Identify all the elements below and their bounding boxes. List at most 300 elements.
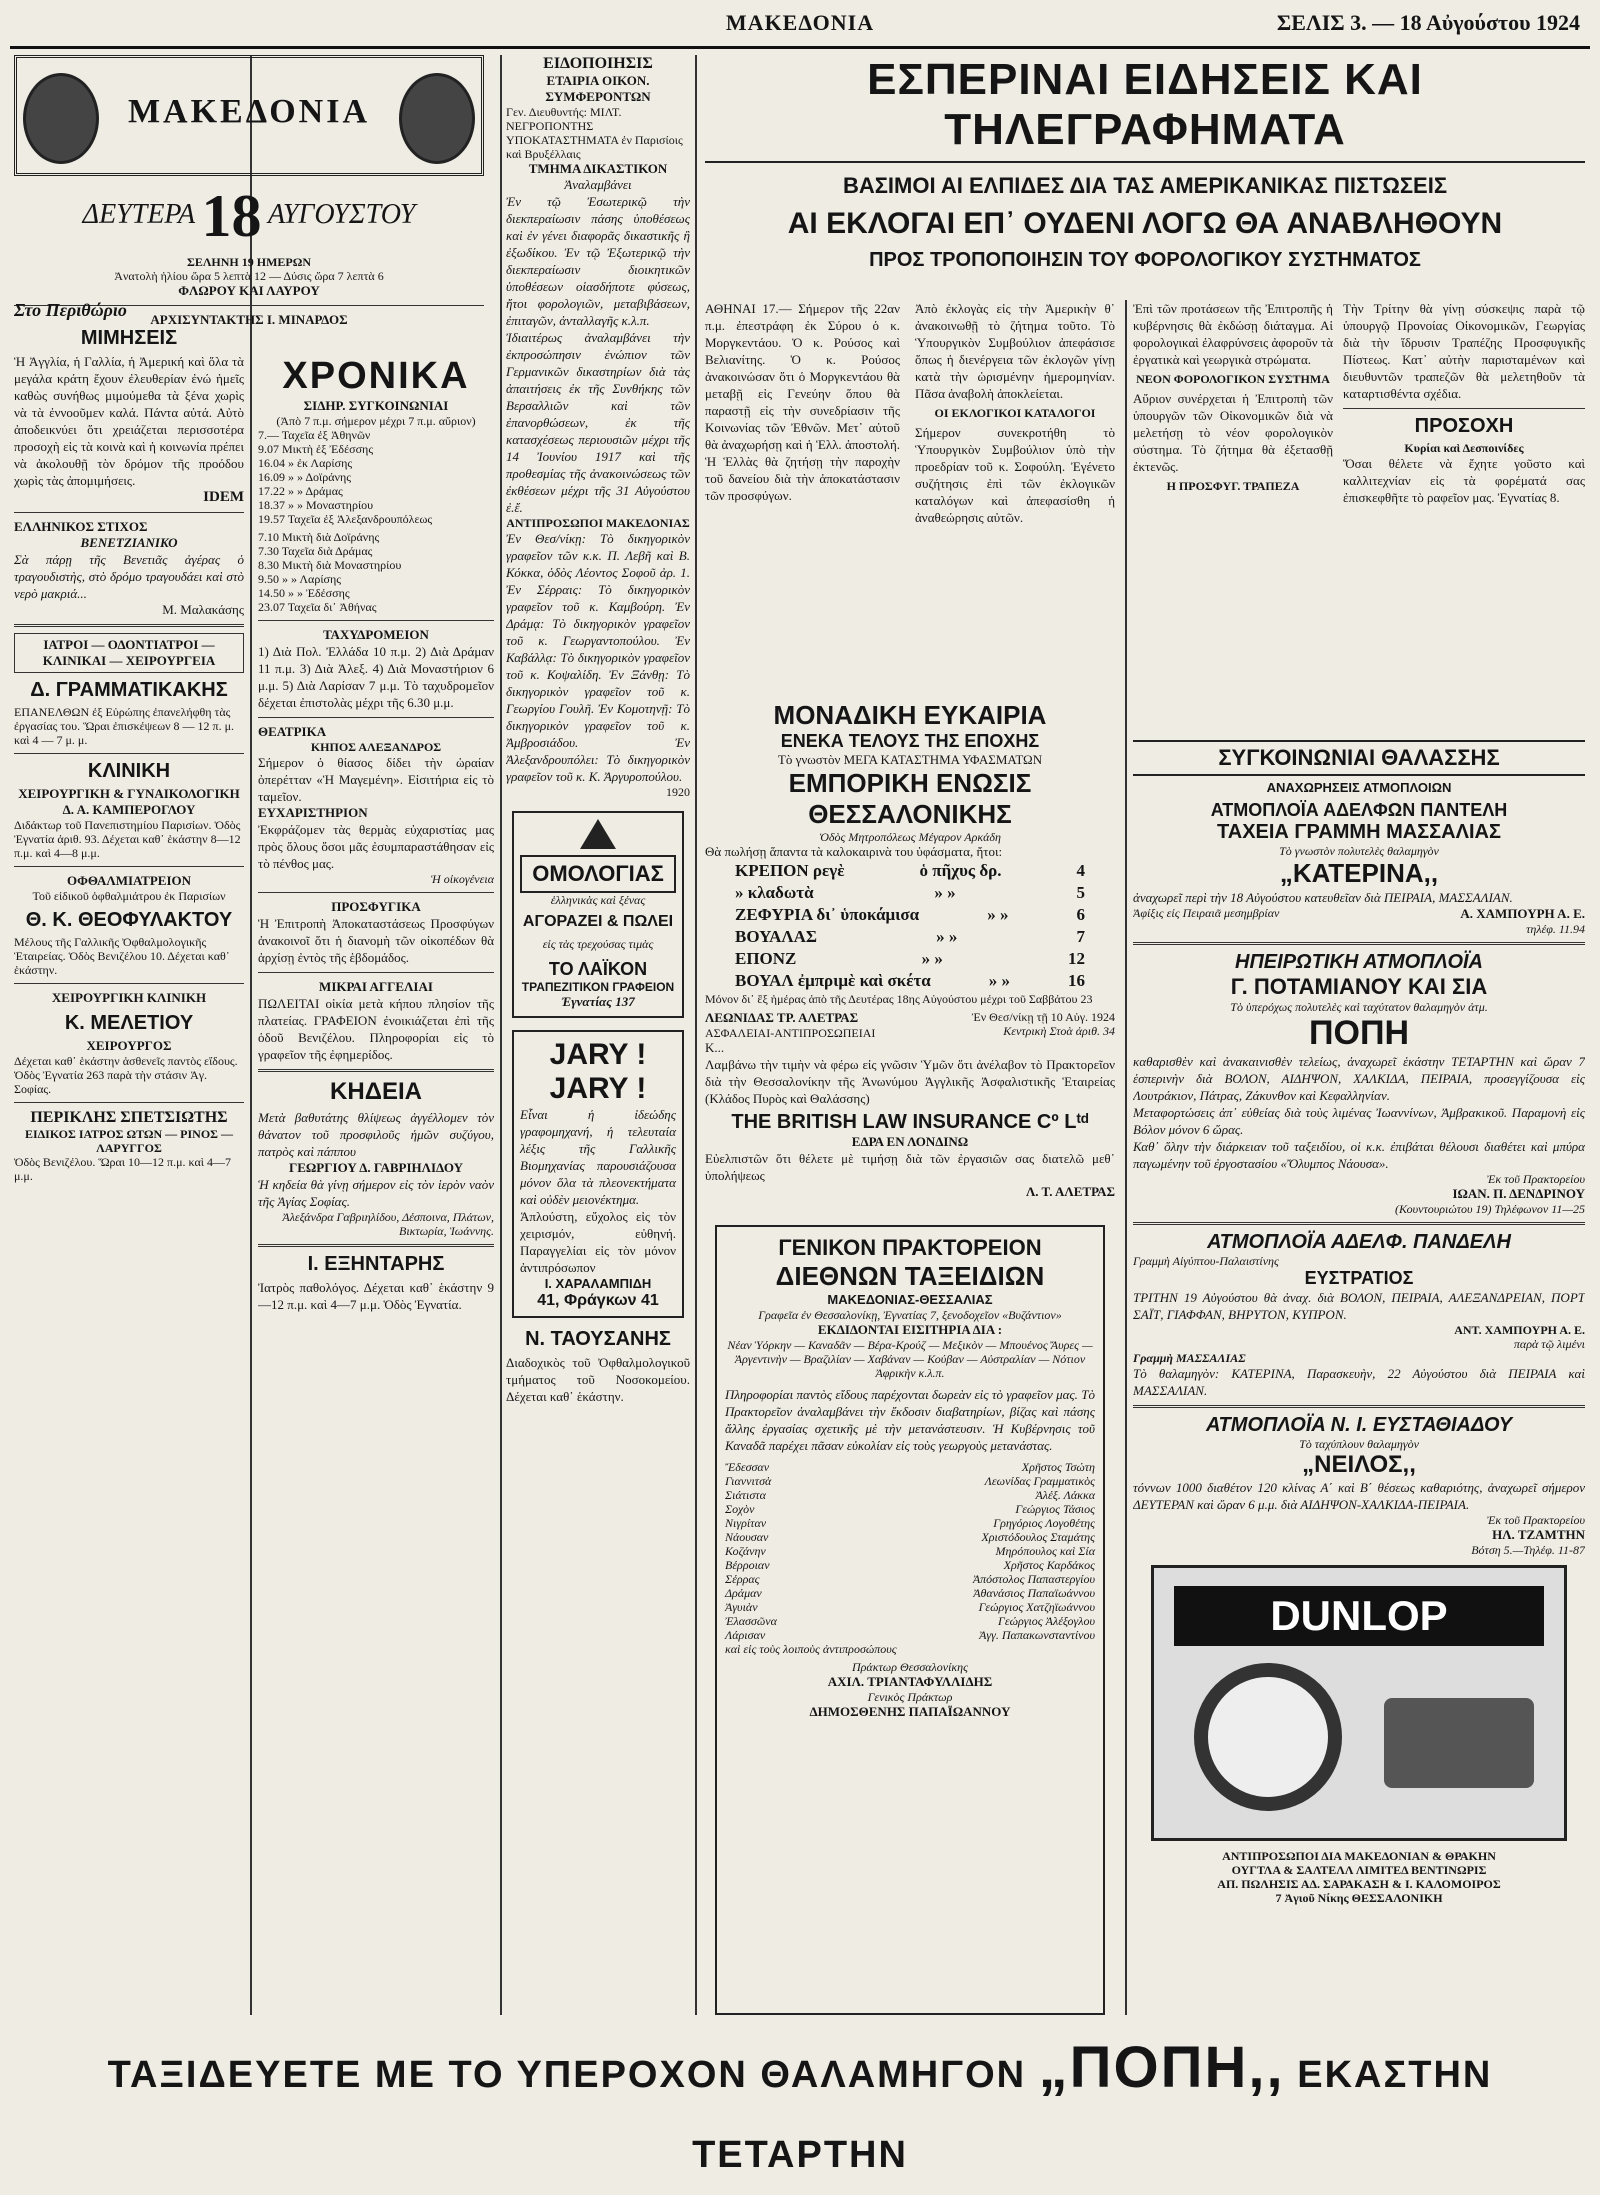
fabric-row xyxy=(735,860,1085,882)
thanks-text: Ἐκφράζομεν τὰς θερμὰς εὐχαριστίας μας πρὸς ὅλους ὅσοι μᾶς ἐσυμπαραστάθησαν εἰς τὸ πένθος μας. xyxy=(258,822,494,871)
train-row: 7.10 Μικτὴ διὰ Δοϊράνης xyxy=(258,530,380,544)
divider xyxy=(258,1069,494,1072)
train-row: 23.07 Ταχεῖα δι᾿ Ἀθήνας xyxy=(258,600,377,614)
divider xyxy=(14,983,244,984)
moon-phase: ΣΕΛΗΝΗ 19 ΗΜΕΡΩΝ xyxy=(186,255,312,269)
fabric-unit: ὁ πῆχυς δρ. xyxy=(919,861,1002,880)
travel-agency-ad xyxy=(715,1225,1105,2015)
insurer-greeting: Κ... xyxy=(705,1040,725,1055)
fabric-name: ΖΕΦΥΡΙΑ δι᾿ ὑποκάμισα xyxy=(735,905,920,924)
attention-subtitle: Κυρίαι καὶ Δεσποινίδες xyxy=(1404,441,1524,455)
rail-note: (Ἀπὸ 7 π.μ. σήμερον μέχρι 7 π.μ. αὔριον) xyxy=(276,414,476,428)
line1-agent-row xyxy=(1133,906,1585,922)
news-headline-2: ΑΙ ΕΚΛΟΓΑΙ ΕΠ᾿ ΟΥΔΕΝΙ ΛΟΓΩ ΘΑ ΑΝΑΒΛΗΘΟΥΝ xyxy=(787,207,1503,240)
divider xyxy=(258,717,494,718)
fabric-unit: » » xyxy=(934,883,956,902)
jary-agent: Ι. ΧΑΡΑΛΑΜΠΙΔΗ xyxy=(544,1276,652,1291)
travel-agent-row xyxy=(725,1628,1095,1642)
date-number: 18 xyxy=(201,183,262,249)
line4-company: ΑΤΜΟΠΛΟΪΑ Ν. Ι. ΕΥΣΤΑΘΙΑΔΟΥ xyxy=(1205,1414,1513,1436)
travel-agent: ΑΧΙΛ. ΤΡΙΑΝΤΑΦΥΛΛΙΔΗΣ xyxy=(827,1674,993,1689)
news-col-b xyxy=(915,300,1115,526)
funeral-title: ΚΗΔΕΙΑ xyxy=(330,1078,422,1105)
agent-city: Σέρρας xyxy=(725,1572,760,1586)
insurer-company: THE BRITISH LAW INSURANCE Cº Lᵗᵈ xyxy=(731,1111,1089,1133)
bottom-banner-post: ΕΚΑΣΤΗΝ ΤΕΤΑΡΤΗΝ xyxy=(692,2054,1493,2176)
news-headline-3: ΠΡΟΣ ΤΡΟΠΟΠΟΙΗΣΙΝ ΤΟΥ ΦΟΡΟΛΟΓΙΚΟΥ ΣΥΣΤΗΜΑΤΟΣ xyxy=(869,249,1421,271)
line4-agent: ΗΛ. ΤΖΑΜΤΗΝ xyxy=(1492,1527,1585,1542)
car-icon xyxy=(1384,1698,1534,1788)
fabric-unit: » » xyxy=(987,905,1009,924)
news-banner: ΕΣΠΕΡΙΝΑΙ ΕΙΔΗΣΕΙΣ ΚΑΙ ΤΗΛΕΓΡΑΦΗΜΑΤΑ xyxy=(705,55,1585,163)
train-row: 9.50 » » Λαρίσης xyxy=(258,572,342,586)
column-1-body xyxy=(14,300,244,2015)
divider xyxy=(1133,1405,1585,1408)
train-row: 7.30 Ταχεῖα διὰ Δράμας xyxy=(258,544,373,558)
agent-city: Σοχὸν xyxy=(725,1502,755,1516)
line1-company: ΑΤΜΟΠΛΟΪΑ ΑΔΕΛΦΩΝ ΠΑΝΤΕΛΗ xyxy=(1210,800,1508,820)
fabric-price: 7 xyxy=(1076,927,1085,946)
travel-agent-row xyxy=(725,1586,1095,1600)
train-row: 8.30 Μικτὴ διὰ Μοναστηρίου xyxy=(258,558,402,572)
insurer-signature: Λ. Τ. ΑΛΕΤΡΑΣ xyxy=(1025,1184,1115,1199)
line4-agent-title: Ἐκ τοῦ Πρακτορείου xyxy=(1486,1513,1585,1527)
line4-intro: Τὸ ταχύπλουν θαλαμηγὸν xyxy=(1299,1437,1419,1451)
train-departures xyxy=(258,530,494,614)
divider xyxy=(14,512,244,513)
store-time: Μόνον δι᾿ ἓξ ἡμέρας ἀπὸ τῆς Δευτέρας 18ης Αὐγούστου μέχρι τοῦ Σαββάτου 23 xyxy=(705,992,1093,1005)
insurance-company-block xyxy=(705,1010,875,1040)
line3-route-2: Γραμμὴ ΜΑΣΣΑΛΙΑΣ xyxy=(1133,1351,1246,1365)
fabric-price: 16 xyxy=(1068,971,1085,990)
coin-emblem-icon xyxy=(399,73,475,164)
line2-ship: ΠΟΠΗ xyxy=(1308,1014,1410,1052)
travel-subtitle: ΔΙΕΘΝΩΝ ΤΑΞΕΙΔΙΩΝ xyxy=(775,1261,1045,1291)
bonds-title: ΟΜΟΛΟΓΙΑΣ xyxy=(520,855,676,893)
notice-title: ΕΙΔΟΠΟΙΗΣΙΣ xyxy=(543,55,653,72)
fabric-row xyxy=(735,970,1085,992)
news-col-c xyxy=(1133,300,1333,740)
surgeon-text: Δέχεται καθ᾿ ἑκάστην ἀσθενεῖς παντὸς εἴδους. Ὁδὸς Ἐγνατία 263 παρὰ τὴν στάσιν Ἁγ. Σοφίας. xyxy=(14,1054,238,1096)
divider xyxy=(1343,408,1585,409)
agent-city: Γιαννιτσὰ xyxy=(725,1474,772,1488)
bonds-bank: ΤΟ ΛΑΪΚΟΝ xyxy=(548,959,648,979)
theatre-subtitle: ΚΗΠΟΣ ΑΛΕΞΑΝΔΡΟΣ xyxy=(310,740,442,754)
bonds-ad xyxy=(512,811,684,1018)
news-text-2: Ἀπὸ ἐκλογὰς εἰς τὴν Ἀμερικὴν θ᾿ ἀνακοινωθῇ τὸ ζήτημα τοῦτο. Τὸ Ὑπουργικὸν Συμβούλιον ἀπεφάσισε ὅπως ἡ διενέργεια τῶν ἐκλογῶν γίνῃ κατὰ τὴν ὡρισμένην ἡμερομηνίαν. Πᾶσα ἀναβολὴ ἀποκλείεται. xyxy=(915,301,1115,401)
fabric-unit: » » xyxy=(936,927,958,946)
agent-name: Γεώργιος Χατζηϊωάννου xyxy=(978,1600,1095,1614)
insurer-date: Ἐν Θεσ/νίκῃ τῇ 10 Αὐγ. 1924 xyxy=(971,1010,1115,1024)
agent-city: Βέρροιαν xyxy=(725,1558,770,1572)
line2-text-2: Μεταφορτώσεις ἀπ᾿ εὐθείας διὰ τοὺς λιμένας Ἰωαννίνων, Ἀμβρακικοῦ. Παραμονὴ εἰς Βόλον μόνον 6 ὥρας. xyxy=(1133,1105,1585,1137)
dunlop-address: 7 Ἀγιοῦ Νίκης ΘΕΣΣΑΛΟΝΙΚΗ xyxy=(1275,1891,1443,1905)
train-row: 7.— Ταχεῖα ἐξ Ἀθηνῶν xyxy=(258,428,371,442)
line2-company: ΗΠΕΙΡΩΤΙΚΗ ΑΤΜΟΠΛΟΪΑ xyxy=(1235,951,1483,973)
jary-title-2: JARY ! xyxy=(549,1072,647,1105)
line2-name: Γ. ΠΟΤΑΜΙΑΝΟΥ ΚΑΙ ΣΙΑ xyxy=(1230,974,1488,999)
line2-text-3: Καθ᾿ ὅλην τὴν διάρκειαν τοῦ ταξειδίου, οἱ κ.κ. ἐπιβάται θέλουσι διαθέτει καὶ μπύρα παγωμένην τοῦ ἐργοστασίου «Ὄλυμπος Νάουσα». xyxy=(1133,1139,1585,1171)
article-signature: IDEM xyxy=(203,489,244,505)
ad-name: Ι. ΕΞΗΝΤΑΡΗΣ xyxy=(307,1253,445,1275)
bonds-subtitle: ἑλληνικὰς καὶ ξένας xyxy=(550,893,646,907)
store-address: Ὁδὸς Μητροπόλεως Μέγαρον Αρκάδη xyxy=(819,830,1001,844)
thanks-signature: Ἡ οἰκογένεια xyxy=(430,872,494,886)
month: ΑΥΓΟΥΣΤΟΥ xyxy=(268,198,416,230)
travel-address: Γραφεῖα ἐν Θεσσαλονίκῃ, Ἐγνατίας 7, ξενοδοχεῖον «Βυζάντιον» xyxy=(758,1308,1062,1322)
bonds-buy-sell: ΑΓΟΡΑΖΕΙ & ΠΩΛΕΙ xyxy=(522,913,674,930)
news-headline-1: ΒΑΣΙΜΟΙ ΑΙ ΕΛΠΙΔΕΣ ΔΙΑ ΤΑΣ ΑΜΕΡΙΚΑΝΙΚΑΣ ΠΙΣΤΩΣΕΙΣ xyxy=(842,173,1448,198)
surgeon-role: ΧΕΙΡΟΥΡΓΟΣ xyxy=(86,1038,172,1053)
tax-title: ΝΕΟΝ ΦΟΡΟΛΟΓΙΚΟΝ ΣΥΣΤΗΜΑ xyxy=(1136,372,1330,386)
poem-text: Σὰ πάρῃ τῆς Βενετιᾶς ἀγέρας ὁ τραγουδιστὴς, στὸ δρόμο τραγουδάει καὶ στὸ νερὸ μακριά... xyxy=(14,552,244,601)
travel-region: ΜΑΚΕΔΟΝΙΑΣ-ΘΕΣΣΑΛΙΑΣ xyxy=(827,1292,993,1307)
train-arrivals xyxy=(258,428,494,526)
fabric-name: ΒΟΥΑΛΑΣ xyxy=(735,927,817,946)
travel-agent-row xyxy=(725,1530,1095,1544)
masthead xyxy=(14,55,484,176)
travel-agent-row xyxy=(725,1488,1095,1502)
fabric-name: ΚΡΕΠΟΝ ρεγὲ xyxy=(735,861,845,880)
divider xyxy=(14,624,244,627)
line3-agent: ΑΝΤ. ΧΑΜΠΟΥΡΗ Α. Ε. xyxy=(1454,1323,1585,1337)
insurance-ad xyxy=(705,1010,1115,1215)
agent-name: Χρῆστος Καρδάκος xyxy=(1003,1558,1095,1572)
store-intro: Τὸ γνωστὸν ΜΕΓΑ ΚΑΤΑΣΤΗΜΑ ΥΦΑΣΜΑΤΩΝ xyxy=(777,752,1043,767)
divider xyxy=(258,972,494,973)
article-text: Ἡ Ἀγγλία, ἡ Γαλλία, ἡ Ἀμερική καὶ ὅλα τὰ μεγάλα κράτη ἔχουν ἐλευθερίαν ἐνώ ἡμεῖς καθὼς συνήθως μιμούμεθα τὰ ξένα χωρὶς νὰ τὰ ἐννοοῦμεν καλά. Πάντα αὐτά. Αὐτὸ ἀποδεικνύει ὅτι χρειάζεται περισσοτέρα προσοχὴ εἰς τὰ κοινὰ καὶ ἡ κοινωνία πρέπει νὰ ἀκολουθῇ τὸν δρόμον τῆς προόδου χωρὶς τὰς ἀπομιμήσεις. xyxy=(14,354,244,488)
divider xyxy=(1133,1222,1585,1225)
running-header xyxy=(10,4,1590,44)
divider xyxy=(14,866,244,867)
article-title: ΜΙΜΗΣΕΙΣ xyxy=(80,327,178,349)
doctor-text: ΕΠΑΝΕΛΘΩΝ ἐξ Εὐρώπης ἐπανελήφθη τὰς ἐργασίας του. Ὥραι ἐπισκέψεων 8 — 12 π. μ. καὶ 4 — 7 μ. μ. xyxy=(14,705,235,747)
agent-name: Γεώργιος Ἀλέξογλου xyxy=(998,1614,1095,1628)
insurance-date-block xyxy=(972,1010,1115,1040)
eye-clinic-text: Μέλους τῆς Γαλλικῆς Ὀφθαλμολογικῆς Ἑταιρείας. Ὁδὸς Βενιζέλου 10. Δέχεται καθ᾿ ἑκάστην. xyxy=(14,935,230,977)
line2-text: καθαρισθὲν καὶ ἀνακαινισθὲν τελείως, ἀναχωρεῖ ἑκάστην ΤΕΤΑΡΤΗΝ καὶ ὥραν 7 ἑσπερινὴν διὰ ΒΟΛΟΝ, ΑΙΔΗΨΟΝ, ΧΑΛΚΙΔΑ, ΠΕΙΡΑΙΑ, προσεγγίζουσα εἰς Λουτράκιον, Πάτρας, Ζάκυνθον καὶ Κεφαλληνίαν. xyxy=(1133,1054,1585,1103)
shipping-header: ΣΥΓΚΟΙΝΩΝΙΑΙ ΘΑΛΑΣΣΗΣ xyxy=(1133,740,1585,776)
funeral-text-2: Ἡ κηδεία θὰ γίνῃ σήμερον εἰς τὸν ἱερὸν ναὸν τῆς Ἁγίας Σοφίας. xyxy=(258,1177,494,1209)
agent-city: Ἔδεσσαν xyxy=(725,1460,770,1474)
jary-text: Εἶναι ἡ ἰδεώδης γραφομηχανή, ἡ τελευταία λέξις τῆς Γαλλικῆς Βιομηχανίας παρουσιάζουσα μόνον ὅλα τὰ πλεονεκτήματα καὶ οὐδὲν μειονέκτημα. xyxy=(520,1107,676,1207)
line1-agent: Α. ΧΑΜΠΟΥΡΗ Α. Ε. xyxy=(1460,906,1585,921)
fabric-price: 6 xyxy=(1076,905,1085,924)
agent-city: Κοζάνην xyxy=(725,1544,766,1558)
news-text-3: Σήμερον συνεκροτήθη τὸ Ὑπουργικὸν Συμβούλιον ὑπὸ τὴν προεδρίαν τοῦ κ. Σοφούλη. Ἐγένετο συζήτησις ἐπὶ τῶν ἐκλογικῶν καταλόγων καὶ ἀπεφασίσθη ἡ ἀναθεώρησις αὐτῶν. xyxy=(915,425,1115,525)
news-header xyxy=(705,55,1585,305)
surgeon-name: Κ. ΜΕΛΕΤΙΟΥ xyxy=(64,1012,194,1034)
line4-ship: „ΝΕΙΛΟΣ,, xyxy=(1302,1451,1416,1478)
bonds-rate: εἰς τὰς τρεχούσας τιμὰς xyxy=(542,937,654,951)
date-line xyxy=(14,182,484,251)
poet-name: Μ. Μαλακάσης xyxy=(162,602,244,617)
agent-city: Λάρισαν xyxy=(725,1628,766,1642)
fabric-row xyxy=(735,904,1085,926)
agent-name: Ἀγγ. Παπακωνσταντίνου xyxy=(979,1628,1095,1642)
masthead-title: ΜΑΚΕΔΟΝΙΑ xyxy=(127,93,371,130)
bottom-banner-ship: „ΠΟΠΗ,, xyxy=(1038,2035,1285,2100)
fabric-row xyxy=(735,882,1085,904)
refugee-text: Ἡ Ἐπιτροπὴ Ἀποκαταστάσεως Προσφύγων ἀνακοινοῖ ὅτι ἡ διανομὴ τῶν οἰκοπέδων θὰ ἀρχίσῃ ἐντὸς τῆς ἑβδομάδος. xyxy=(258,916,494,965)
divider xyxy=(14,753,244,754)
bonds-bank-type: ΤΡΑΠΕΖΙΤΙΚΟΝ ΓΡΑΦΕΙΟΝ xyxy=(521,980,675,994)
train-row: 16.09 » » Δοϊράνης xyxy=(258,470,352,484)
company-director: Γεν. Διευθυντής: ΜΙΛΤ. ΝΕΓΡΟΠΟΝΤΗΣ xyxy=(506,105,622,133)
dunlop-agents: ΑΝΤΙΠΡΟΣΩΠΟΙ ΔΙΑ ΜΑΚΕΔΟΝΙΑΝ & ΘΡΑΚΗΝ xyxy=(1222,1849,1496,1863)
news-col-a xyxy=(705,300,1115,740)
agent-name: Χριστόδουλος Σταμάτης xyxy=(981,1530,1095,1544)
news-text-1: ΑΘΗΝΑΙ 17.— Σήμερον τῆς 22αν π.μ. ἐπεστράφη ἐκ Σύρου ὁ κ. Μοργκεντάου. Ὁ κ. Ρούσος καὶ Βελιανίτης. Ὁ κ. Ρούσος ἀνακοινώσαν ὅτι ὁ Μοργκεντάου θὰ μεταβῇ εἰς Γενεύην ὅπου θὰ παραστῇ εἰς τὴν συνεδρίασιν τῆς Κοινωνίας τῶν Ἐθνῶν. Μετ᾿ αὐτοῦ θὰ ἀναχωρήσῃ καὶ ἡ Ἑλλ. ἀποστολή. Ἡ Ἑλλὰς θὰ ζητήσῃ τὴν παροχὴν τοῦ δανείου διὰ τὴν ἀποκατάστασιν τῶν προσφύγων. xyxy=(705,301,900,503)
line1-phone: τηλέφ. 11.94 xyxy=(1526,922,1585,936)
line4-text: τόννων 1000 διαθέτον 120 κλίνας Α΄ καὶ Β΄ θέσεως καθαριότης, ἀναχωρεῖ σήμερον ΔΕΥΤΕΡΑΝ καὶ ὥραν 6 μ.μ. διὰ ΑΙΔΗΨΟΝ-ΧΑΛΚΙΔΑ-ΠΕΙΡΑΙΑ. xyxy=(1133,1480,1585,1512)
masthead-wrap xyxy=(14,55,484,328)
department-title: ΤΜΗΜΑ ΔΙΚΑΣΤΙΚΟΝ xyxy=(528,161,668,176)
agent-name: Λεωνίδας Γραμματικὸς xyxy=(984,1474,1095,1488)
travel-agent-row xyxy=(725,1572,1095,1586)
jary-ad xyxy=(512,1030,684,1318)
running-title: ΜΑΚΕΔΟΝΙΑ xyxy=(725,10,875,35)
divider xyxy=(1133,942,1585,945)
eye-doctor: Θ. Κ. ΘΕΟΦΥΛΑΚΤΟΥ xyxy=(25,909,233,931)
news-col-d xyxy=(1343,300,1585,740)
line3-note: παρὰ τῷ λιμένι xyxy=(1513,1337,1585,1351)
line3-company: ΑΤΜΟΠΛΟΪΑ ΑΔΕΛΦ. ΠΑΝΔΕΛΗ xyxy=(1207,1231,1511,1253)
editor-in-chief: ΑΡΧΙΣΥΝΤΑΚΤΗΣ Ι. ΜΙΝΑΡΔΟΣ xyxy=(150,312,348,327)
travel-agent-row xyxy=(725,1558,1095,1572)
specialist-subtitle: ΕΙΔΙΚΟΣ ΙΑΤΡΟΣ ΩΤΩΝ — ΡΙΝΟΣ — ΛΑΡΥΓΓΟΣ xyxy=(24,1127,234,1155)
column-rule xyxy=(695,55,697,2015)
column-3 xyxy=(506,55,690,2015)
insurer-text: Λαμβάνω τὴν τιμὴν νὰ φέρω εἰς γνῶσιν Ὑμῶν ὅτι ἀνέλαβον τὸ Πρακτορεῖον διὰ τὴν Θεσσαλονίκην τῆς Ἀνωνύμου Ἀγγλικῆς Ἀσφαλιστικῆς Ἑταιρείας (Κλάδος Πυρὸς καὶ Θαλάσσης) xyxy=(705,1057,1115,1106)
saints-day: ΦΛΩΡΟΥ ΚΑΙ ΛΑΥΡΟΥ xyxy=(178,283,320,298)
attention-title: ΠΡΟΣΟΧΗ xyxy=(1414,415,1514,437)
triangle-ornament-icon xyxy=(580,819,616,849)
fabric-name: ΒΟΥΑΛ ἐμπριμὲ καὶ σκέτα xyxy=(735,971,931,990)
shipping-departures: ΑΝΑΧΩΡΗΣΕΙΣ ΑΤΜΟΠΛΟΙΩΝ xyxy=(1266,780,1452,795)
train-row: 18.37 » » Μοναστηρίου xyxy=(258,498,374,512)
agents-year: 1920 xyxy=(666,785,690,799)
agent-name: Ἀλέξ. Λάκκα xyxy=(1035,1488,1095,1502)
travel-agent-list xyxy=(725,1460,1095,1642)
dunlop-agents-2: ΟΥΓΤΛΑ & ΣΑΛΤΕΛΛ ΛΙΜΙΤΕΔ ΒΕΝΤΙΝΩΡΙΣ xyxy=(1231,1863,1487,1877)
travel-destinations: Νέαν Ὑόρκην — Καναδᾶν — Βέρα-Κρούζ — Μεξικὸν — Μπουένος Ἄυρες — Ἀργεντινὴν — Βραζιλίαν — Χαβάναν — Κούβαν — Αὐστραλίαν — Νότιον Ἀφρικὴν κ.λ.π. xyxy=(727,1338,1093,1380)
shipping-column xyxy=(1133,740,1585,2015)
insurance-head xyxy=(705,1010,1115,1040)
line2-intro: Τὸ ὑπερόχως πολυτελὲς καὶ ταχύτατον θαλαμηγὸν ἀτμ. xyxy=(1230,1000,1488,1014)
store-headline: ΜΟΝΑΔΙΚΗ ΕΥΚΑΙΡΙΑ xyxy=(773,700,1047,730)
agent-name: Χρῆστος Τσώτη xyxy=(1021,1460,1095,1474)
bank-title: Η ΠΡΟΣΦΥΓ. ΤΡΑΠΕΖΑ xyxy=(1166,479,1300,493)
clinic-doctor: Δ. Α. ΚΑΜΠΕΡΟΓΛΟΥ xyxy=(62,802,196,817)
agents-text: Ἐν Θεσ/νίκῃ: Τὸ δικηγορικὸν γραφεῖον τῶν κ.κ. Π. Λεβῆ καὶ Β. Κόκκα, ὁδὸς Λέοντος Σοφοῦ ἀρ. 1. Ἐν Σέρραις: Τὸ δικηγορικὸν γραφεῖον τοῦ κ. Καμβούρη. Ἐν Δράμᾳ: Τὸ δικηγορικὸν γραφεῖον τοῦ κ. Γεωργαντοπούλου. Ἐν Καβάλλᾳ: Τὸ δικηγορικὸν γραφεῖον τοῦ κ. Κοψαλίδη. Ἐν Ξάνθῃ: Τὸ δικηγορικὸν γραφεῖον τοῦ κ. Γεωργίου Γουλῆ. Ἐν Κομοτηνῇ: Τὸ δικηγορικὸν γραφεῖον τοῦ κ. Ἀμβροσιάδου. Ἐν Ἀλεξανδρουπόλει: Τὸ δικηγορικὸν γραφεῖον τοῦ κ. Κ. Ἀργυροπούλου. xyxy=(506,531,690,784)
column-2 xyxy=(258,355,494,2015)
doctors-header: ΙΑΤΡΟΙ — ΟΔΟΝΤΙΑΤΡΟΙ — ΚΛΙΝΙΚΑΙ — ΧΕΙΡΟΥΡΓΕΙΑ xyxy=(14,633,244,673)
fabric-row xyxy=(735,926,1085,948)
refugee-title: ΠΡΟΣΦΥΓΙΚΑ xyxy=(331,899,421,914)
doctor-name: Δ. ΓΡΑΜΜΑΤΙΚΑΚΗΣ xyxy=(30,679,228,701)
agent-city: Νάουσαν xyxy=(725,1530,769,1544)
line1-agent-note: Ἀφίξις εἰς Πειραιᾶ μεσημβρίαν xyxy=(1133,906,1280,920)
line3-text-2: Τὸ θαλαμηγὸν: ΚΑΤΕΡΙΝΑ, Παρασκευὴν, 22 Αὐγούστου διὰ ΠΕΙΡΑΙΑ καὶ ΜΑΣΣΑΛΙΑΝ. xyxy=(1133,1366,1585,1398)
clinic-title: ΚΛΙΝΙΚΗ xyxy=(87,760,171,782)
clinic-text: Διδάκτωρ τοῦ Πανεπιστημίου Παρισίων. Ὁδὸς Ἐγνατία ἀριθ. 93. Δέχεται καθ᾿ ἑκάστην 8—12 π.μ. καὶ 4—8 μ.μ. xyxy=(14,818,241,860)
post-title: ΤΑΧΥΔΡΟΜΕΙΟΝ xyxy=(323,627,429,642)
agent-name: Γεώργιος Τάσιος xyxy=(1015,1502,1095,1516)
agent-name: Ἀπόστολος Παπαστεργίου xyxy=(972,1572,1095,1586)
line1-ship: „ΚΑΤΕΡΙΝΑ,, xyxy=(1279,858,1439,888)
divider xyxy=(258,1244,494,1247)
news-text-5: Αὔριον συνέρχεται ἡ Ἐπιτροπὴ τῶν ὑπουργῶν τῶν Οἰκονομικῶν διὰ νὰ μελετήσῃ τὸ νέον φορολογικὸν σύστημα. Τὸ ζήτημα θὰ ἐξετασθῇ ἐκτενῶς. xyxy=(1133,391,1333,474)
coin-emblem-icon xyxy=(23,73,99,164)
agents-title: ΑΝΤΙΠΡΟΣΩΠΟΙ ΜΑΚΕΔΟΝΙΑΣ xyxy=(506,516,690,530)
bottom-banner xyxy=(20,2028,1580,2176)
line3-text: ΤΡΙΤΗΝ 19 Αὐγούστου θὰ ἀναχ. διὰ ΒΟΛΟΝ, ΠΕΙΡΑΙΑ, ΑΛΕΞΑΝΔΡΕΙΑΝ, ΠΟΡΤ ΣΑΪΤ, ΓΙΑΦΦΑΝ, ΒΗΡΥΤΟΝ, ΚΥΠΡΟΝ. xyxy=(1133,1290,1585,1322)
clinic-subtitle: ΧΕΙΡΟΥΡΓΙΚΗ & ΓΥΝΑΙΚΟΛΟΓΙΚΗ xyxy=(18,786,240,801)
agent-city: Ἀγυιὰν xyxy=(725,1600,758,1614)
fabric-row xyxy=(735,948,1085,970)
store-text: Θὰ πωλήσῃ ἅπαντα τὰ καλοκαιρινὰ του ὑφάσματα, ἤτοι: xyxy=(705,844,1003,859)
ad-text: Διαδοχικὸς τοῦ Ὀφθαλμολογικοῦ τμήματος τοῦ Νοσοκομείου. Δέχεται καθ᾿ ἑκάστην. xyxy=(506,1355,690,1404)
specialist-name: ΠΕΡΙΚΛΗΣ ΣΠΕΤΣΙΩΤΗΣ xyxy=(30,1109,228,1126)
agent-name: Μηρόπουλος καὶ Σία xyxy=(995,1544,1095,1558)
jary-text-2: Ἁπλούστη, εὔχολος εἰς τὸν χειρισμόν, εὐθηνή. Παραγγελίαι εἰς τὸν μόνον ἀντιπρόσωπον xyxy=(520,1209,676,1275)
agent-city: Ἐλασσῶνα xyxy=(725,1614,777,1628)
news-text-4: Ἐπὶ τῶν προτάσεων τῆς Ἐπιτροπῆς ἡ κυβέρνησις θὰ ἐκδώσῃ διάταγμα. Αἱ φορολογικαὶ ἐλαφρύνσεις ἀφοροῦν τὰ ἐργατικὰ καὶ γεωργικὰ στρώματα. xyxy=(1133,301,1333,367)
store-subheadline: ΕΝΕΚΑ ΤΕΛΟΥΣ ΤΗΣ ΕΠΟΧΗΣ xyxy=(780,731,1040,751)
travel-tickets: ΕΚΔΙΔΟΝΤΑΙ ΕΙΣΙΤΗΡΙΑ ΔΙΑ : xyxy=(817,1322,1003,1337)
bonds-address: Ἐγνατίας 137 xyxy=(561,994,635,1009)
train-row: 9.07 Μικτὴ ἐξ Ἐδέσσης xyxy=(258,442,374,456)
surgical-clinic-title: ΧΕΙΡΟΥΡΓΙΚΗ ΚΛΙΝΙΚΗ xyxy=(51,990,207,1005)
chronicle-title: ΧΡΟΝΙΚΑ xyxy=(282,355,470,397)
divider xyxy=(258,620,494,621)
store-name: ΕΜΠΟΡΙΚΗ ΕΝΩΣΙΣ ΘΕΣΣΑΛΟΝΙΚΗΣ xyxy=(788,768,1032,829)
travel-agent-row xyxy=(725,1460,1095,1474)
eye-clinic-subtitle: Τοῦ εἰδικοῦ ὀφθαλμιάτρου ἐκ Παρισίων xyxy=(32,889,226,903)
insurer-subtitle: ΑΣΦΑΛΕΙΑΙ-ΑΝΤΙΠΡΟΣΩΠΕΙΑΙ xyxy=(705,1026,876,1040)
agent-city: Σιάτιστα xyxy=(725,1488,766,1502)
post-text: 1) Διὰ Πολ. Ἐλλάδα 10 π.μ. 2) Διὰ Δράμαν 11 π.μ. 3) Διὰ Ἀλεξ. 4) Διὰ Μοναστήριον 6 μ.μ. 5) Διὰ Λαρίσαν 7 μ.μ. Τὸ ταχυδρομεῖον δέχεται ἐπιστολὰς μέχρι τῆς 6.30 μ.μ. xyxy=(258,644,494,710)
company-text: Ἐν τῷ Ἐσωτερικῷ τὴν διεκπεραίωσιν πάσης ὑποθέσεως καὶ ἐν γένει διαφορᾶς δικαστικῆς ἢ ἐξωδίκου. Ἐν τῷ Ἐξωτερικῷ τὴν διεκπεραίωσιν διοικητικῶν ὑποθέσεων οἱασδήποτε φύσεως, ἤτοι φορολογιῶν, μεταβιβάσεων, ἐπιταγῶν, ἀνταλλαγῆς κ.λ.π. xyxy=(506,194,690,328)
column-rule xyxy=(1125,300,1127,2015)
line2-address: (Κουντουριώτου 19) Τηλέφωνον 11—25 xyxy=(1395,1202,1585,1216)
section-title: Στο Περιθώριο xyxy=(14,300,127,320)
line4-address: Βότση 5.—Τηλέφ. 11-87 xyxy=(1471,1543,1585,1557)
travel-agent-title: Πράκτωρ Θεσσαλονίκης xyxy=(852,1660,968,1674)
train-row: 16.04 » ἐκ Λαρίσης xyxy=(258,456,353,470)
fabric-name: ΕΠΟΝΖ xyxy=(735,949,797,968)
sun-times: Ἀνατολὴ ἡλίου ὥρα 5 λεπτὰ 12 — Δύσις ὥρα 7 λεπτὰ 6 xyxy=(114,269,384,283)
line1-text: ἀναχωρεῖ περὶ τὴν 18 Αὐγούστου κατευθεῖαν διὰ ΠΕΙΡΑΙΑ, ΜΑΣΣΑΛΙΑΝ. xyxy=(1133,890,1513,905)
insurer-seat: ΕΔΡΑ ΕΝ ΛΟΝΔΙΝΩ xyxy=(851,1134,969,1149)
fabric-price-list xyxy=(705,860,1115,992)
fabric-price: 5 xyxy=(1076,883,1085,902)
voters-title: ΟΙ ΕΚΛΟΓΙΚΟΙ ΚΑΤΑΛΟΓΟΙ xyxy=(934,406,1096,420)
tire-icon xyxy=(1194,1663,1342,1811)
travel-agent-row xyxy=(725,1474,1095,1488)
train-row: 14.50 » » Ἐδέσσης xyxy=(258,586,350,600)
travel-footnote: καὶ εἰς τοὺς λοιποὺς ἀντιπροσώπους xyxy=(725,1642,897,1656)
company-name: ΕΤΑΙΡΙΑ ΟΙΚΟΝ. ΣΥΜΦΕΡΟΝΤΩΝ xyxy=(545,73,651,104)
funeral-name: ΓΕΩΡΓΙΟΥ Δ. ΓΑΒΡΙΗΛΙΔΟΥ xyxy=(288,1160,464,1175)
theatre-text: Σήμερον ὁ θίασος δίδει τὴν ὡραίαν ὀπερέτταν «Ἡ Μαγεμένη». Εἰσιτήρια εἰς τὸ ταμεῖον. xyxy=(258,755,494,804)
travel-agent-row xyxy=(725,1502,1095,1516)
fabric-name: » κλαδωτὰ xyxy=(735,883,814,902)
specialist-text: Ὁδὸς Βενιζέλου. Ὥραι 10—12 π.μ. καὶ 4—7 μ.μ. xyxy=(14,1155,231,1183)
line2-agent: ΙΩΑΝ. Π. ΔΕΝΔΡΙΝΟΥ xyxy=(1452,1186,1585,1201)
jary-address: 41, Φράγκων 41 xyxy=(537,1292,659,1309)
rail-title: ΣΙΔΗΡ. ΣΥΓΚΟΙΝΩΝΙΑΙ xyxy=(303,398,449,413)
small-ads-title: ΜΙΚΡΑΙ ΑΓΓΕΛΙΑΙ xyxy=(319,979,433,994)
page-number-date: ΣΕΛΙΣ 3. — 18 Αὐγούστου 1924 xyxy=(1276,10,1580,35)
poem-title: ΒΕΝΕΤΖΙΑΝΙΚΟ xyxy=(80,535,178,550)
travel-general-manager: ΔΗΜΟΣΘΕΝΗΣ ΠΑΠΑΪΩΑΝΝΟΥ xyxy=(809,1704,1011,1719)
small-ads-text: ΠΩΛΕΙΤΑΙ οἰκία μετὰ κήπου πλησίον τῆς πλατείας. ΓΡΑΦΕΙΟΝ ἐνοικιάζεται ἐπὶ τῆς ὁδοῦ Βενιζέλου. Πληροφορίαι εἰς τὸ γραφεῖον τῆς ἐφημερίδος. xyxy=(258,996,494,1062)
dunlop-agents-3: ΑΠ. ΠΩΛΗΣΙΣ ΑΔ. ΣΑΡΑΚΑΣΗ & Ι. ΚΑΛΟΜΟΙΡΟΣ xyxy=(1217,1877,1501,1891)
agent-name: Γρηγόριος Λογοθέτης xyxy=(993,1516,1095,1530)
theatre-title: ΘΕΑΤΡΙΚΑ xyxy=(258,724,327,739)
insurer-address: Κεντρικὴ Στοὰ ἀριθ. 34 xyxy=(1003,1024,1115,1038)
travel-agent-row xyxy=(725,1614,1095,1628)
store-ad xyxy=(705,700,1115,1005)
thanks-title: ΕΥΧΑΡΙΣΤΗΡΙΟΝ xyxy=(258,805,368,820)
train-row: 19.57 Ταχεῖα ἐξ Ἀλεξανδρουπόλεως xyxy=(258,512,433,526)
dunlop-logo: DUNLOP xyxy=(1174,1586,1544,1646)
travel-gm-title: Γενικὸς Πράκτωρ xyxy=(867,1690,953,1704)
line2-agent-title: Ἐκ τοῦ Πρακτορείου xyxy=(1486,1172,1585,1186)
travel-agent-row xyxy=(725,1544,1095,1558)
column-rule xyxy=(500,55,502,2015)
company-text-2: Ἰδιαιτέρως ἀναλαμβάνει τὴν ἐκπροσώπησιν ἐνώπιον τῶν Γερμανικῶν δικαστηρίων διὰ τὰς ἀπαιτήσεις ἐκ τῆς Συνθήκης τῶν Βερσαλλιῶν καὶ τῶν ἐπανορθώσεων, ἐκ τῆς κατασχέσεως περιουσιῶν μέχρι τῆς 14 Ἰουνίου 1917 καὶ τῆς προθεσμίας τῆς ἀνακοινώσεως τῶν ἐκθέσεων μέχρι τῆς 31 Αὐγούστου ἐ.ἔ. xyxy=(506,330,690,515)
jary-title: JARY ! xyxy=(549,1038,647,1071)
fabric-price: 4 xyxy=(1076,861,1085,880)
travel-title: ΓΕΝΙΚΟΝ ΠΡΑΚΤΟΡΕΙΟΝ xyxy=(778,1235,1042,1260)
funeral-text: Μετὰ βαθυτάτης θλίψεως ἀγγέλλομεν τὸν θάνατον τοῦ προσφιλοῦς ἡμῶν συζύγου, πατρὸς καὶ πάππου xyxy=(258,1110,494,1159)
insurer-name: ΛΕΩΝΙΔΑΣ ΤΡ. ΑΛΕΤΡΑΣ xyxy=(705,1010,859,1025)
fabric-price: 12 xyxy=(1068,949,1085,968)
line1-route: ΤΑΧΕΙΑ ΓΡΑΜΜΗ ΜΑΣΣΑΛΙΑΣ xyxy=(1217,821,1501,843)
bottom-banner-pre: ΤΑΞΙΔΕΥΕΤΕ ΜΕ ΤΟ ΥΠΕΡΟΧΟΝ ΘΑΛΑΜΗΓΟΝ xyxy=(107,2054,1027,2096)
top-rule xyxy=(10,46,1590,49)
fabric-unit: » » xyxy=(921,949,943,968)
department-subtitle: Ἀναλαμβάνει xyxy=(564,177,632,192)
dunlop-ad xyxy=(1151,1565,1567,1841)
travel-text: Πληροφορίαι παντὸς εἴδους παρέχονται δωρεὰν εἰς τὸ γραφεῖον μας. Τὸ Πρακτορεῖον ἀναλαμβάνει τὴν ἔκδοσιν διαβατηρίων, βίζας καὶ πάσης ἄλλης ἐργασίας σχετικῆς μὲ τὴν μετανάστευσιν. Ἡ Κυβέρνησις τοῦ Καναδᾶ παρέχει πᾶσαν εὐκολίαν εἰς τοὺς γεωργοὺς μετανάστας. xyxy=(725,1387,1095,1453)
fabric-unit: » » xyxy=(988,971,1011,990)
divider xyxy=(14,1102,244,1103)
divider xyxy=(258,892,494,893)
company-branches: ΥΠΟΚΑΤΑΣΤΗΜΑΤΑ ἐν Παρισίοις καὶ Βρυξέλλαις xyxy=(506,133,683,161)
agent-city: Δράμαν xyxy=(725,1586,762,1600)
travel-agent-row xyxy=(725,1516,1095,1530)
ad-text: Ἰατρὸς παθολόγος. Δέχεται καθ᾿ ἑκάστην 9—12 π.μ. καὶ 4—7 μ.μ. Ὁδὸς Ἐγνατία. xyxy=(258,1280,494,1312)
agent-name: Ἀθανάσιος Παπαϊωάννου xyxy=(973,1586,1095,1600)
travel-agent-row xyxy=(725,1600,1095,1614)
line1-intro: Τὸ γνωστὸν πολυτελὲς θαλαμηγὸν xyxy=(1279,844,1439,858)
line3-route: Γραμμὴ Αἰγύπτου-Παλαιστίνης xyxy=(1133,1254,1279,1268)
column-rule xyxy=(250,55,252,2015)
news-text-6: Τὴν Τρίτην θὰ γίνῃ σύσκεψις παρὰ τῷ ὑπουργῷ Προνοίας Οἰκονομικῶν, Γεωργίας διὰ τὴν ἵδρυσιν Τραπέζης Προσφυγικῆς Πίστεως. Κατ᾿ αὐτὴν παρισταμένων καὶ διευθυντῶν τραπεζῶν θὰ μελετηθοῦν τὰ καταρτισθέντα σχέδια. xyxy=(1343,301,1585,401)
eye-clinic-title: ΟΦΘΑΛΜΙΑΤΡΕΙΟΝ xyxy=(66,873,192,888)
weekday: ΔΕΥΤΕΡΑ xyxy=(82,198,195,230)
funeral-family: Ἀλεξάνδρα Γαβριηλίδου, Δέσποινα, Πλάτων, Βικτωρία, Ἰωάννης. xyxy=(282,1210,494,1238)
section-title: ΕΛΛΗΝΙΚΟΣ ΣΤΙΧΟΣ xyxy=(14,519,148,534)
train-row: 17.22 » » Δράμας xyxy=(258,484,343,498)
ad-name: Ν. ΤΑΟΥΣΑΝΗΣ xyxy=(525,1328,671,1350)
line3-ship: ΕΥΣΤΡΑΤΙΟΣ xyxy=(1304,1268,1414,1288)
insurer-close: Εὐελπιστῶν ὅτι θέλετε μὲ τιμήσῃ διὰ τῶν ἐργασιῶν σας διατελῶ μεθ᾿ ὑπολήψεως xyxy=(705,1151,1115,1183)
